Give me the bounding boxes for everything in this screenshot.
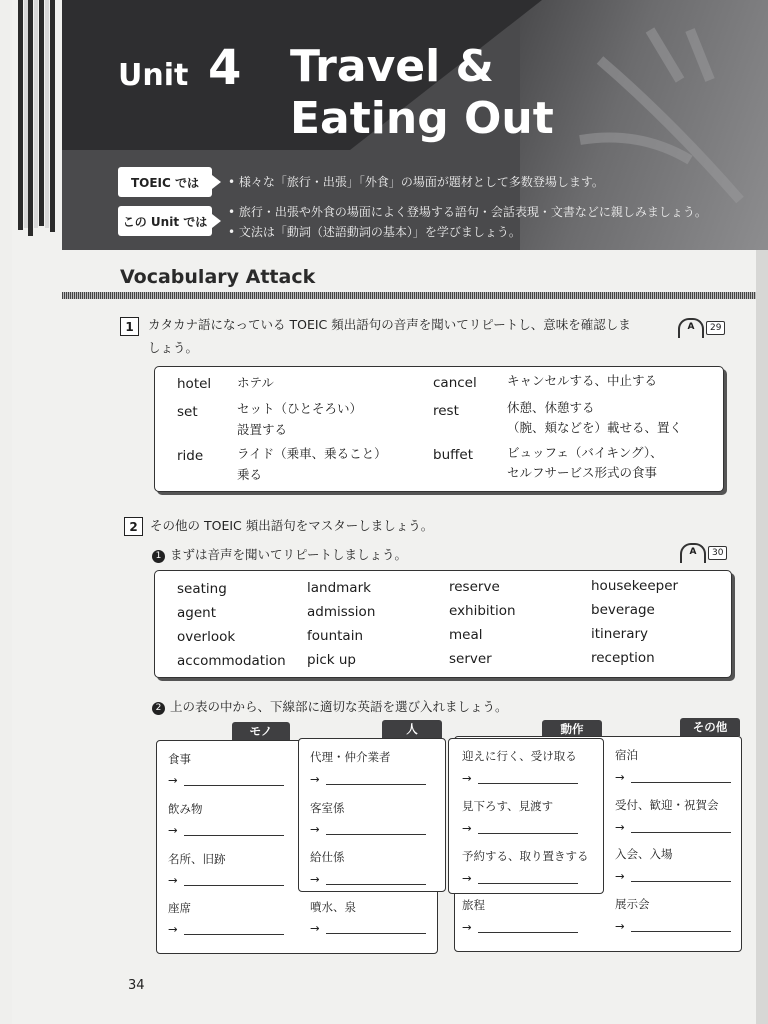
- arrow-icon: →: [168, 823, 178, 837]
- category-item: 旅程: [462, 898, 485, 912]
- category-tab-actions: 動作: [542, 720, 602, 738]
- answer-blank[interactable]: [462, 821, 578, 835]
- word-list-table: [154, 570, 732, 678]
- vocab-word: rest: [433, 403, 459, 419]
- word: meal: [449, 627, 483, 643]
- vocab-word: hotel: [177, 376, 212, 392]
- arrow-icon: →: [462, 920, 472, 934]
- katakana-vocab-table: [154, 366, 724, 492]
- vocab-meaning: 乗る: [237, 467, 263, 482]
- vocab-meaning: 休憩、休憩する: [507, 400, 595, 415]
- word: itinerary: [591, 626, 649, 642]
- category-item: 名所、旧跡: [168, 852, 226, 866]
- vocab-meaning: ライド（乗車、乗ること）: [237, 446, 387, 461]
- word: agent: [177, 605, 216, 621]
- vocab-meaning: セルフサービス形式の食事: [507, 465, 658, 480]
- category-item: 宿泊: [615, 748, 638, 762]
- vocab-word: ride: [177, 448, 204, 464]
- category-item: 噴水、泉: [310, 900, 356, 914]
- q2-instruction: その他の TOEIC 頻出語句をマスターしましょう。: [150, 518, 434, 533]
- answer-blank[interactable]: [615, 869, 731, 883]
- toeic-description: • 様々な「旅行・出張」「外食」の場面が題材として多数登場します。: [228, 175, 604, 189]
- category-item: 給仕係: [310, 850, 345, 864]
- step-marker: 2: [152, 702, 165, 715]
- arrow-icon: →: [310, 872, 320, 886]
- audio-track-number: 29: [706, 321, 725, 335]
- unit-description-2: • 文法は「動詞（述語動詞の基本）」を学びましょう。: [228, 225, 521, 239]
- binding-strip: [39, 0, 44, 226]
- page-edge-shadow: [756, 250, 768, 1024]
- answer-blank[interactable]: [168, 773, 284, 787]
- audio-track-2[interactable]: [680, 543, 727, 563]
- category-tab-other: その他: [680, 718, 740, 736]
- answer-blank[interactable]: [310, 822, 426, 836]
- word: reception: [591, 650, 655, 666]
- vocab-word: set: [177, 404, 198, 420]
- unit-tag: この Unit では: [118, 206, 212, 236]
- word: accommodation: [177, 653, 286, 669]
- arrow-icon: →: [462, 871, 472, 885]
- binding-strip: [45, 0, 49, 228]
- arrow-icon: →: [168, 922, 178, 936]
- unit-title-line2: Eating Out: [290, 93, 554, 144]
- category-item: 受付、歓迎・祝賀会: [615, 798, 719, 812]
- arrow-icon: →: [615, 770, 625, 784]
- arrow-icon: →: [310, 772, 320, 786]
- section-title: Vocabulary Attack: [120, 266, 316, 288]
- word: seating: [177, 581, 227, 597]
- category-item: 食事: [168, 752, 191, 766]
- vocab-meaning: ビュッフェ（バイキング）、: [507, 445, 663, 460]
- q1-instruction-cont: しょう。: [148, 340, 199, 355]
- answer-blank[interactable]: [310, 872, 426, 886]
- answer-blank[interactable]: [310, 921, 426, 935]
- category-item: 客室係: [310, 801, 345, 815]
- category-tab-things: モノ: [232, 722, 290, 740]
- page-number: 34: [128, 978, 145, 993]
- answer-blank[interactable]: [615, 820, 731, 834]
- q2-step-2: [152, 697, 508, 715]
- category-tab-people: 人: [382, 720, 442, 738]
- vocab-word: cancel: [433, 375, 477, 391]
- category-item: 予約する、取り置きする: [462, 849, 589, 863]
- arrow-icon: →: [168, 873, 178, 887]
- category-item: 迎えに行く、受け取る: [462, 749, 577, 763]
- word: overlook: [177, 629, 236, 645]
- word: admission: [307, 604, 376, 620]
- answer-blank[interactable]: [615, 770, 731, 784]
- toeic-tag: TOEIC では: [118, 167, 212, 197]
- vocab-meaning: ホテル: [237, 375, 274, 390]
- question-number: 1: [120, 317, 139, 336]
- decorative-fork-icon: [560, 20, 760, 220]
- unit-number: 4: [208, 40, 242, 96]
- answer-blank[interactable]: [168, 873, 284, 887]
- headphones-icon: A: [680, 543, 706, 563]
- q2-step-2-text: 上の表の中から、下線部に適切な英語を選び入れましょう。: [170, 699, 508, 714]
- category-item: 見下ろす、見渡す: [462, 799, 554, 813]
- audio-track-number: 30: [708, 546, 727, 560]
- word: pick up: [307, 652, 356, 668]
- answer-blank[interactable]: [615, 919, 731, 933]
- category-item: 代理・仲介業者: [310, 750, 391, 764]
- arrow-icon: →: [310, 921, 320, 935]
- vocab-meaning: （腕、頬などを）載せる、置く: [507, 420, 683, 435]
- word: housekeeper: [591, 578, 679, 594]
- q1-instruction: カタカナ語になっている TOEIC 頻出語句の音声を聞いてリピートし、意味を確認しま: [148, 317, 631, 332]
- answer-blank[interactable]: [462, 771, 578, 785]
- binding-strip: [34, 0, 38, 228]
- arrow-icon: →: [310, 822, 320, 836]
- answer-blank[interactable]: [310, 772, 426, 786]
- arrow-icon: →: [462, 821, 472, 835]
- vocab-meaning: キャンセルする、中止する: [507, 373, 658, 388]
- answer-blank[interactable]: [462, 920, 578, 934]
- word: beverage: [591, 602, 655, 618]
- arrow-icon: →: [615, 869, 625, 883]
- audio-track-1[interactable]: [678, 318, 725, 338]
- word: server: [449, 651, 492, 667]
- answer-blank[interactable]: [168, 823, 284, 837]
- vocab-meaning: 設置する: [237, 422, 288, 437]
- headphones-icon: A: [678, 318, 704, 338]
- unit-label: Unit: [118, 58, 189, 93]
- word: reserve: [449, 579, 500, 595]
- binding-strip: [18, 0, 23, 230]
- arrow-icon: →: [615, 820, 625, 834]
- arrow-icon: →: [168, 773, 178, 787]
- binding-strip: [50, 0, 55, 232]
- section-divider: [62, 292, 768, 299]
- q2-step-1-text: まずは音声を聞いてリピートしましょう。: [170, 547, 408, 562]
- category-item: 入会、入場: [615, 847, 673, 861]
- vocab-meaning: セット（ひとそろい）: [237, 401, 363, 416]
- unit-description-1: • 旅行・出張や外食の場面によく登場する語句・会話表現・文書などに親しみましょう。: [228, 205, 707, 219]
- arrow-icon: →: [462, 771, 472, 785]
- q2-step-1: [152, 545, 407, 563]
- vocab-word: buffet: [433, 447, 474, 463]
- category-item: 座席: [168, 901, 191, 915]
- word: fountain: [307, 628, 363, 644]
- word: exhibition: [449, 603, 516, 619]
- arrow-icon: →: [615, 919, 625, 933]
- word: landmark: [307, 580, 371, 596]
- answer-blank[interactable]: [462, 871, 578, 885]
- category-item: 飲み物: [168, 802, 203, 816]
- question-number: 2: [124, 517, 143, 536]
- category-item: 展示会: [615, 897, 650, 911]
- step-marker: 1: [152, 550, 165, 563]
- binding-strip: [28, 0, 33, 236]
- unit-title-line1: Travel &: [290, 41, 494, 92]
- answer-blank[interactable]: [168, 922, 284, 936]
